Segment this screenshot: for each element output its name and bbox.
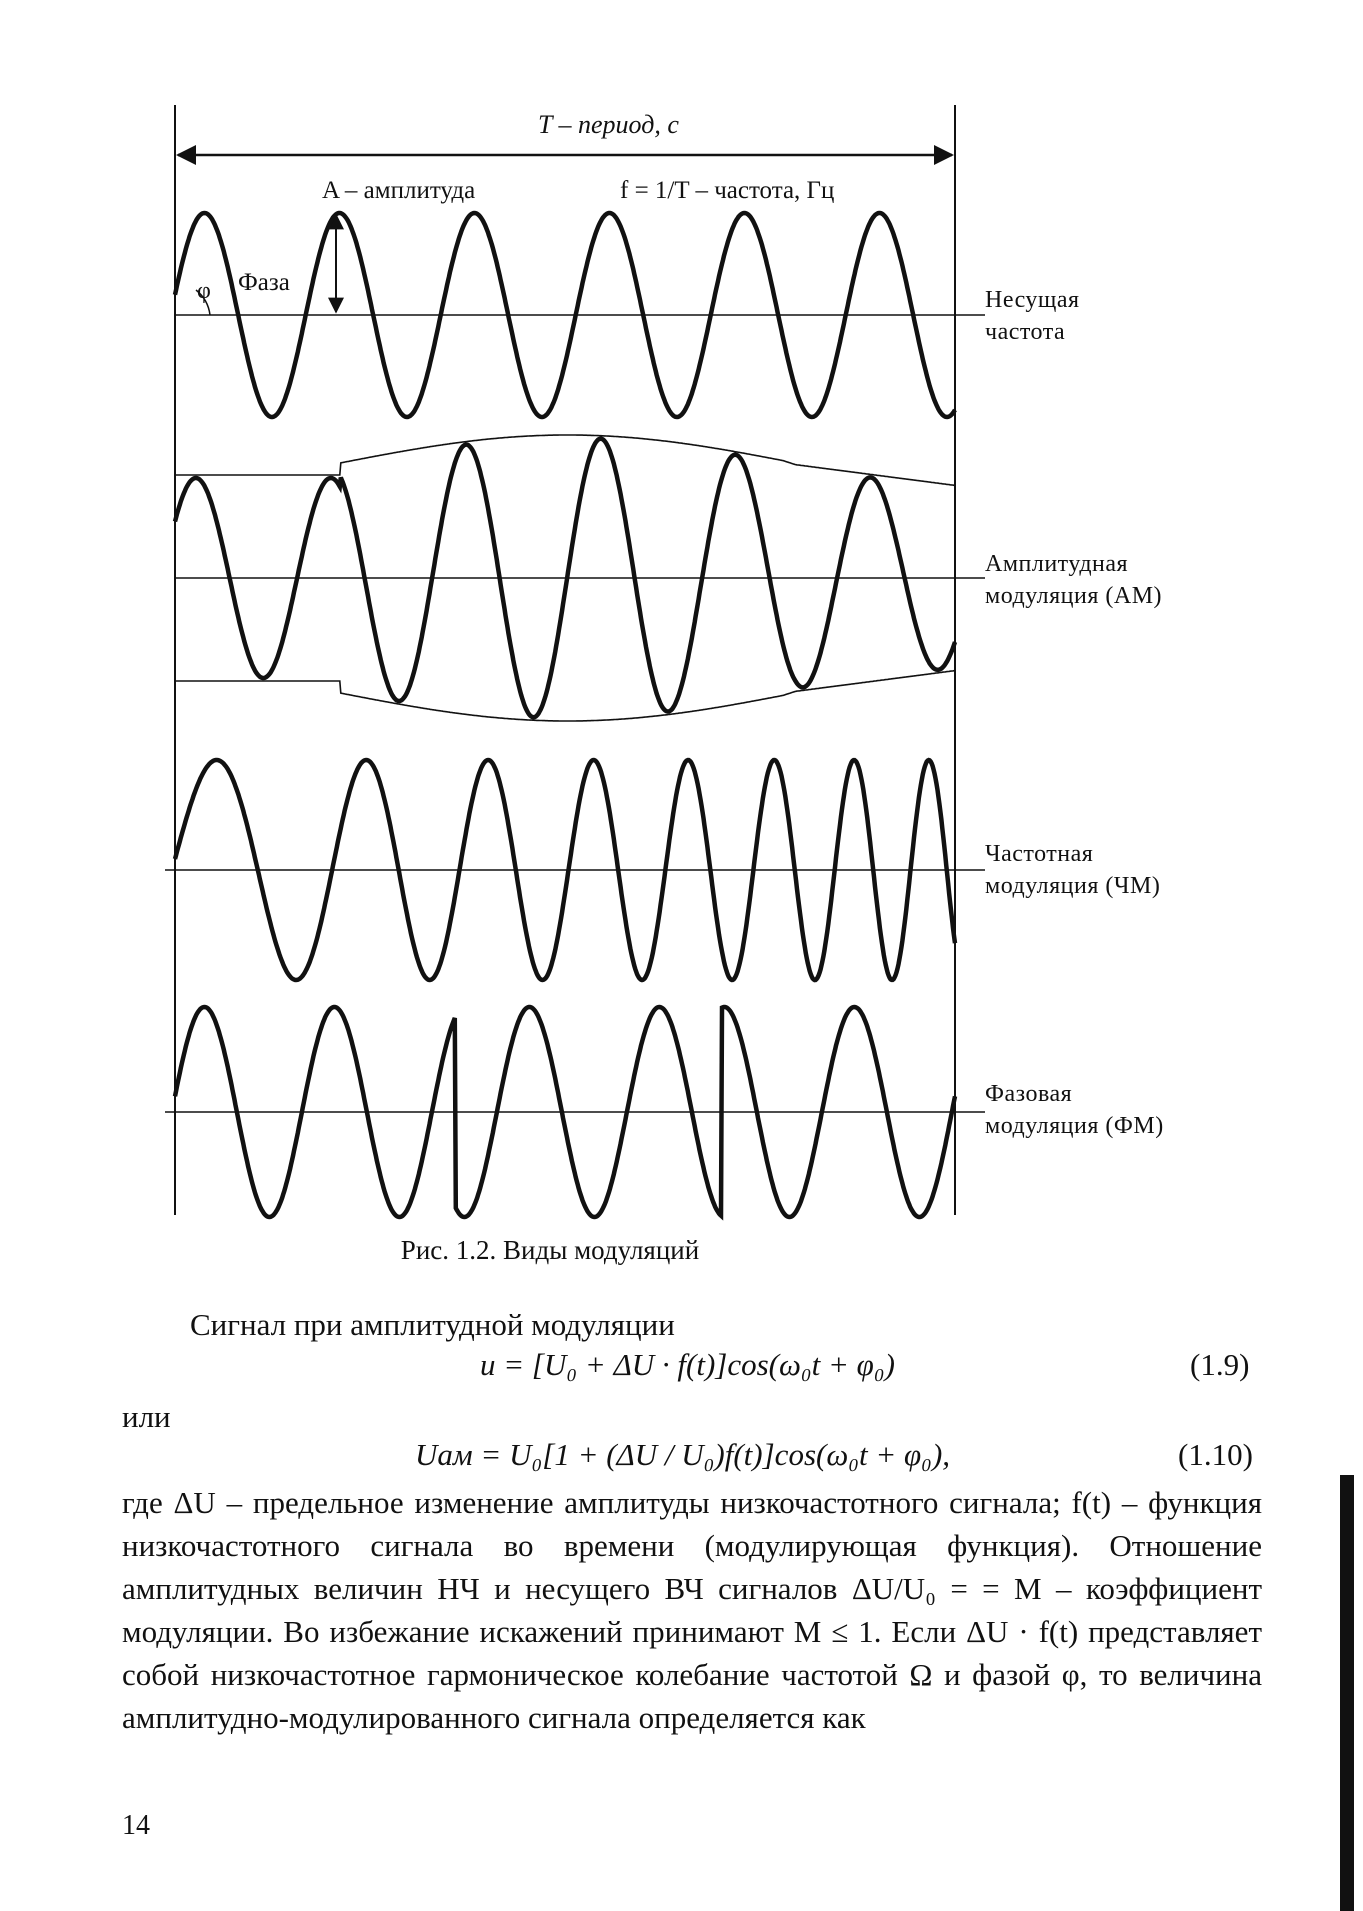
label-am-line2: модуляция (АМ): [985, 583, 1163, 609]
equation-1-10: Uам = U₀[1 + (ΔU / U₀)f(t)]cos(ω₀t + φ₀),: [415, 1437, 951, 1472]
or-word: или: [122, 1399, 171, 1434]
label-pm-line1: Фазовая: [985, 1081, 1073, 1107]
frequency-label: f = 1/T – частота, Гц: [620, 177, 835, 204]
equation-1-9-number: (1.9): [1190, 1347, 1250, 1382]
phase-label: Фаза: [238, 269, 290, 296]
label-carrier: [985, 284, 1080, 348]
label-fm-line1: Частотная: [985, 841, 1094, 867]
period-label: T – период, с: [538, 110, 679, 139]
figure-caption: Рис. 1.2. Виды модуляций: [400, 1235, 700, 1265]
equation-1-9: u = [U₀ + ΔU · f(t)]cos(ω₀t + φ₀): [480, 1347, 895, 1382]
label-am-line1: Амплитудная: [985, 551, 1129, 577]
body-paragraph: где ΔU – предельное изменение амплитуды низкочастотного сигнала; f(t) – функция низкочастотного сигнала во времени (модулирующая функция). Отношение амплитудных величин НЧ и несущего ВЧ сигналов ΔU/U₀ = = M – коэффициент модуляции. Во избежание искажений принимают M ≤ 1. Если ΔU · f(t) представляет собой низкочастотное гармоническое колебание частотой Ω и фазой φ, то величина амплитудно-модулированного сигнала определяется как: [122, 1485, 1262, 1735]
am-envelope-top: [175, 435, 955, 485]
amplitude-label: A – амплитуда: [322, 177, 476, 204]
label-pm-line2: модуляция (ФМ): [985, 1113, 1164, 1139]
scan-edge-mark: [1340, 1475, 1354, 1911]
label-carrier-line2: частота: [985, 319, 1066, 345]
equation-1-10-number: (1.10): [1178, 1437, 1253, 1472]
phi-symbol: φ: [197, 278, 211, 304]
page-number: 14: [122, 1810, 150, 1841]
label-fm-line2: модуляция (ЧМ): [985, 873, 1161, 899]
label-am: [985, 548, 1162, 612]
am-envelope-bottom: [175, 671, 955, 721]
label-fm: [985, 838, 1160, 902]
intro-line: Сигнал при амплитудной модуляции: [190, 1307, 675, 1342]
label-pm: [985, 1078, 1164, 1142]
label-carrier-line1: Несущая: [985, 287, 1080, 313]
